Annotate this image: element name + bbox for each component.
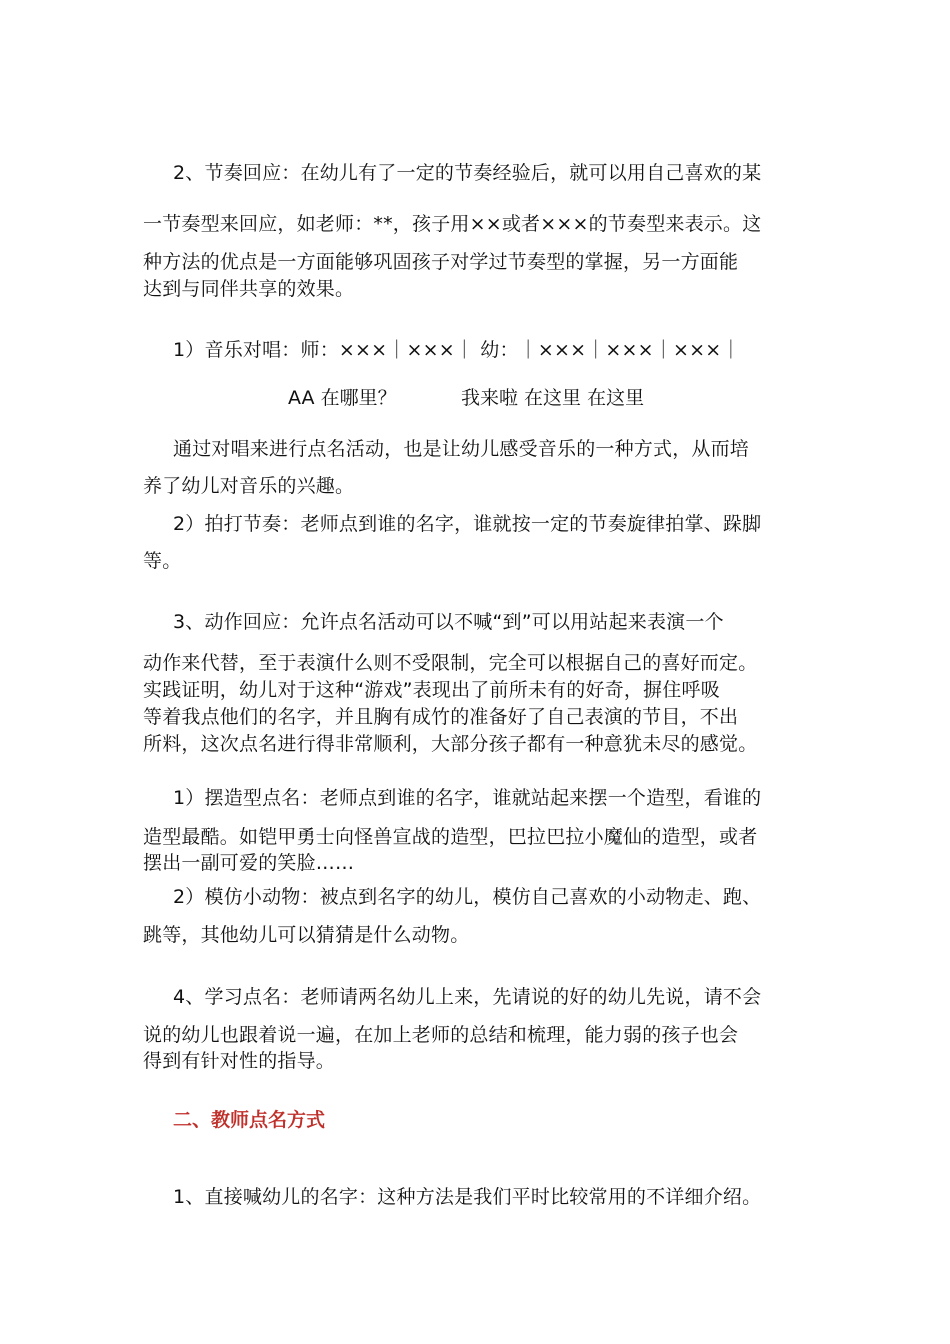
lyric-answer: 我来啦 在这里 在这里 xyxy=(461,387,645,409)
paragraph-pose-rollcall-line-1: 1）摆造型点名：老师点到谁的名字，谁就站起来摆一个造型，看谁的 xyxy=(173,787,762,809)
paragraph-learning-rollcall-line-2: 说的幼儿也跟着说一遍，在加上老师的总结和梳理，能力弱的孩子也会 xyxy=(143,1024,739,1046)
section-heading: 二、教师点名方式 xyxy=(173,1109,326,1131)
paragraph-clap-rhythm-line-2: 等。 xyxy=(143,550,182,572)
paragraph-learning-rollcall-line-3: 得到有针对性的指导。 xyxy=(143,1050,336,1072)
paragraph-duet-explanation-line-2: 养了幼儿对音乐的兴趣。 xyxy=(143,475,355,497)
paragraph-rhythm-response-line-1: 2、节奏回应：在幼儿有了一定的节奏经验后，就可以用自己喜欢的某 xyxy=(173,162,762,184)
paragraph-duet-explanation-line-1: 通过对唱来进行点名活动，也是让幼儿感受音乐的一种方式，从而培 xyxy=(173,438,750,460)
paragraph-imitate-animals-line-2: 跳等，其他幼儿可以猜猜是什么动物。 xyxy=(143,924,470,946)
paragraph-rhythm-response-line-3: 种方法的优点是一方面能够巩固孩子对学过节奏型的掌握，另一方面能 xyxy=(143,251,739,273)
paragraph-learning-rollcall-line-1: 4、学习点名：老师请两名幼儿上来，先请说的好的幼儿先说，请不会 xyxy=(173,986,762,1008)
paragraph-rhythm-response-line-2: 一节奏型来回应，如老师：**，孩子用××或者×××的节奏型来表示。这 xyxy=(143,213,762,235)
paragraph-rhythm-response-line-4: 达到与同伴共享的效果。 xyxy=(143,278,355,300)
paragraph-action-response-line-1: 3、动作回应：允许点名活动可以不喊“到”可以用站起来表演一个 xyxy=(173,611,724,633)
paragraph-call-name-line-1: 1、直接喊幼儿的名字：这种方法是我们平时比较常用的不详细介绍。 xyxy=(173,1186,762,1208)
paragraph-imitate-animals-line-1: 2）模仿小动物：被点到名字的幼儿，模仿自己喜欢的小动物走、跑、 xyxy=(173,886,762,908)
paragraph-clap-rhythm-line-1: 2）拍打节奏：老师点到谁的名字，谁就按一定的节奏旋律拍掌、跺脚 xyxy=(173,513,762,535)
lyric-question: AA 在哪里？ xyxy=(288,387,397,409)
paragraph-pose-rollcall-line-2: 造型最酷。如铠甲勇士向怪兽宣战的造型，巴拉巴拉小魔仙的造型，或者 xyxy=(143,826,758,848)
paragraph-pose-rollcall-line-3: 摆出一副可爱的笑脸…… xyxy=(143,852,355,874)
paragraph-action-response-line-3: 实践证明，幼儿对于这种“游戏”表现出了前所未有的好奇，摒住呼吸 xyxy=(143,679,720,701)
music-duet-line: 1）音乐对唱：师：×××｜×××｜ 幼：｜×××｜×××｜×××｜ xyxy=(173,339,741,361)
paragraph-action-response-line-4: 等着我点他们的名字，并且胸有成竹的准备好了自己表演的节目，不出 xyxy=(143,706,739,728)
paragraph-action-response-line-5: 所料，这次点名进行得非常顺利，大部分孩子都有一种意犹未尽的感觉。 xyxy=(143,733,758,755)
paragraph-action-response-line-2: 动作来代替，至于表演什么则不受限制，完全可以根据自己的喜好而定。 xyxy=(143,652,758,674)
